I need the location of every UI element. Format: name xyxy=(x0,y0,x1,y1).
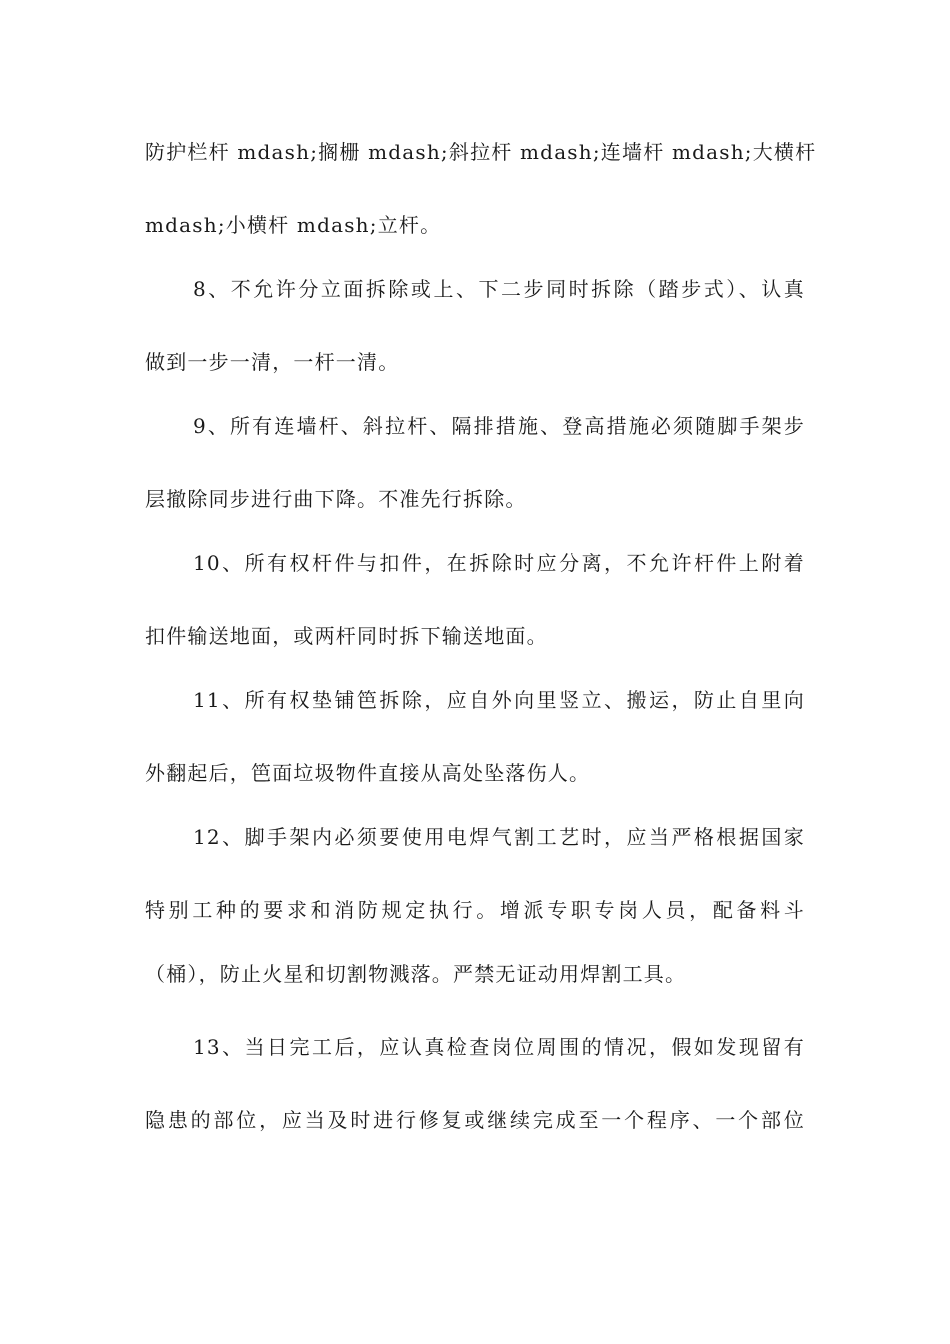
text-line: 13、当日完工后，应认真检查岗位周围的情况，假如发现留有 xyxy=(193,1035,805,1059)
text-line: mdash;小横杆 mdash;立杆。 xyxy=(145,213,442,237)
text-line: 层撤除同步进行曲下降。不准先行拆除。 xyxy=(145,487,527,511)
text-line: 10、所有权杆件与扣件，在拆除时应分离，不允许杆件上附着 xyxy=(193,551,805,575)
text-line: 做到一步一清，一杆一清。 xyxy=(145,350,400,374)
text-line: 11、所有权垫铺笆拆除，应自外向里竖立、搬运，防止自里向 xyxy=(193,688,805,712)
text-line: 外翻起后，笆面垃圾物件直接从高处坠落伤人。 xyxy=(145,761,591,785)
text-line: 特别工种的要求和消防规定执行。增派专职专岗人员，配备料斗 xyxy=(145,898,805,922)
text-line: 防护栏杆 mdash;搁栅 mdash;斜拉杆 mdash;连墙杆 mdash;大横杆 xyxy=(145,140,817,164)
text-line: 9、所有连墙杆、斜拉杆、隔排措施、登高措施必须随脚手架步 xyxy=(193,414,805,438)
text-line: 8、不允许分立面拆除或上、下二步同时拆除（踏步式）、认真 xyxy=(193,277,805,301)
text-line: 隐患的部位，应当及时进行修复或继续完成至一个程序、一个部位 xyxy=(145,1108,805,1132)
text-line: 12、脚手架内必须要使用电焊气割工艺时，应当严格根据国家 xyxy=(193,825,805,849)
text-line: （桶），防止火星和切割物溅落。严禁无证动用焊割工具。 xyxy=(145,962,687,986)
text-line: 扣件输送地面，或两杆同时拆下输送地面。 xyxy=(145,624,548,648)
